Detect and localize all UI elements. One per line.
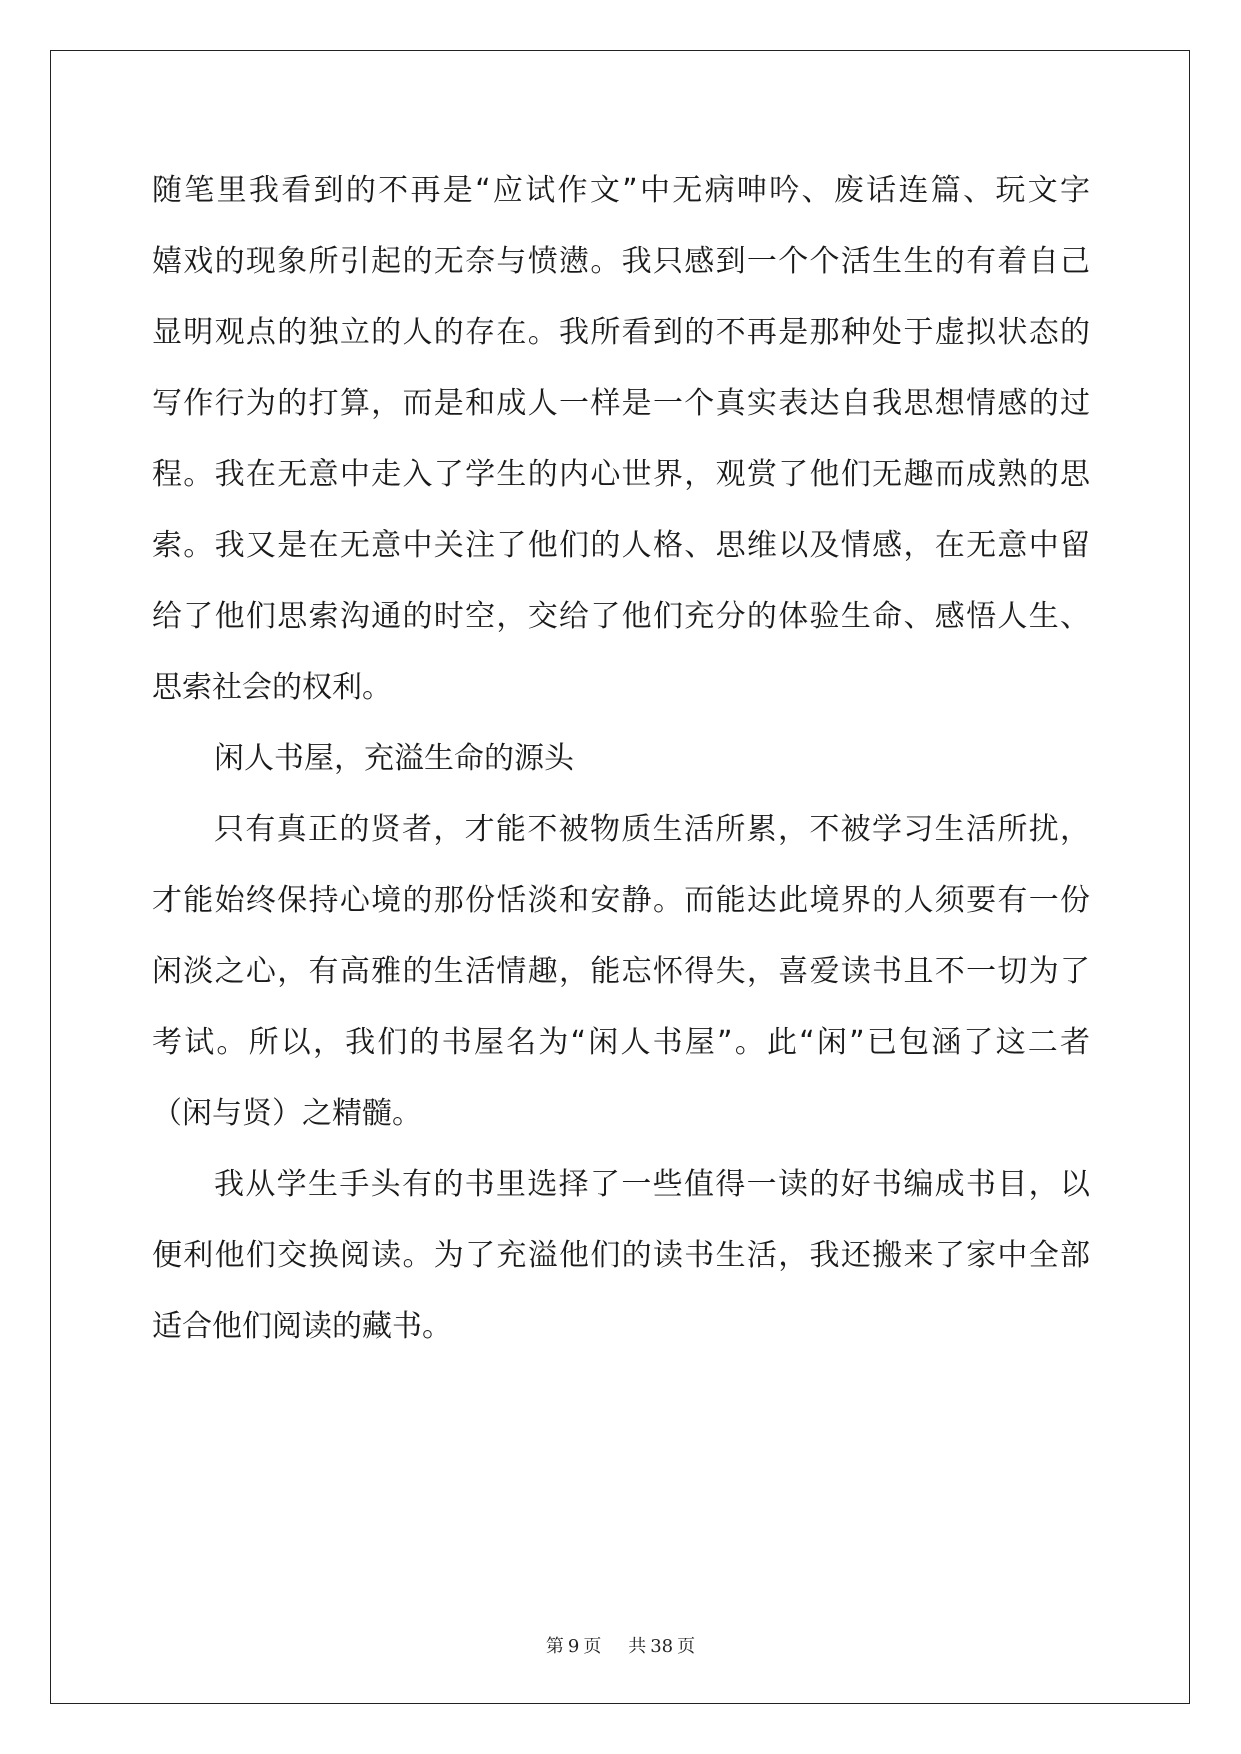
text-line: 索。我又是在无意中关注了他们的人格、思维以及情感，在无意中留 (152, 528, 1090, 563)
text-line: 嬉戏的现象所引起的无奈与愤懑。我只感到一个个活生生的有着自己 (152, 244, 1090, 279)
page-label-prefix: 第 (545, 1636, 564, 1657)
text-line: 随笔里我看到的不再是“应试作文”中无病呻吟、废话连篇、玩文字 (152, 173, 1090, 208)
text-line: 便利他们交换阅读。为了充溢他们的读书生活，我还搬来了家中全部 (152, 1238, 1090, 1273)
paragraph (152, 794, 1090, 1149)
page-label-suffix: 页 (583, 1636, 602, 1657)
text-line: 思索社会的权利。 (152, 670, 392, 705)
total-pages: 38 (650, 1636, 674, 1657)
document-body (152, 155, 1090, 1362)
text-line: 写作行为的打算，而是和成人一样是一个真实表达自我思想情感的过 (152, 386, 1090, 421)
text-line: 适合他们阅读的藏书。 (152, 1309, 452, 1344)
text-line: 显明观点的独立的人的存在。我所看到的不再是那种处于虚拟状态的 (152, 315, 1090, 350)
total-label-suffix: 页 (677, 1636, 696, 1657)
paragraph (152, 1149, 1090, 1362)
text-line: 程。我在无意中走入了学生的内心世界，观赏了他们无趣而成熟的思 (152, 457, 1090, 492)
text-line: 只有真正的贤者，才能不被物质生活所累，不被学习生活所扰， (214, 812, 1090, 847)
text-line: 我从学生手头有的书里选择了一些值得一读的好书编成书目，以 (214, 1167, 1090, 1202)
page-number: 9 (567, 1636, 580, 1657)
text-line: 才能始终保持心境的那份恬淡和安静。而能达此境界的人须要有一份 (152, 883, 1090, 918)
text-line: 给了他们思索沟通的时空，交给了他们充分的体验生命、感悟人生、 (152, 599, 1090, 634)
section-heading (152, 723, 1090, 794)
text-line: 考试。所以，我们的书屋名为“闲人书屋”。此“闲”已包涵了这二者 (152, 1025, 1090, 1060)
page-footer (0, 1632, 1241, 1658)
text-line: 闲人书屋，充溢生命的源头 (214, 741, 574, 776)
paragraph (152, 155, 1090, 723)
total-label-prefix: 共 (628, 1636, 647, 1657)
text-line: （闲与贤）之精髓。 (152, 1096, 422, 1131)
text-line: 闲淡之心，有高雅的生活情趣，能忘怀得失，喜爱读书且不一切为了 (152, 954, 1090, 989)
